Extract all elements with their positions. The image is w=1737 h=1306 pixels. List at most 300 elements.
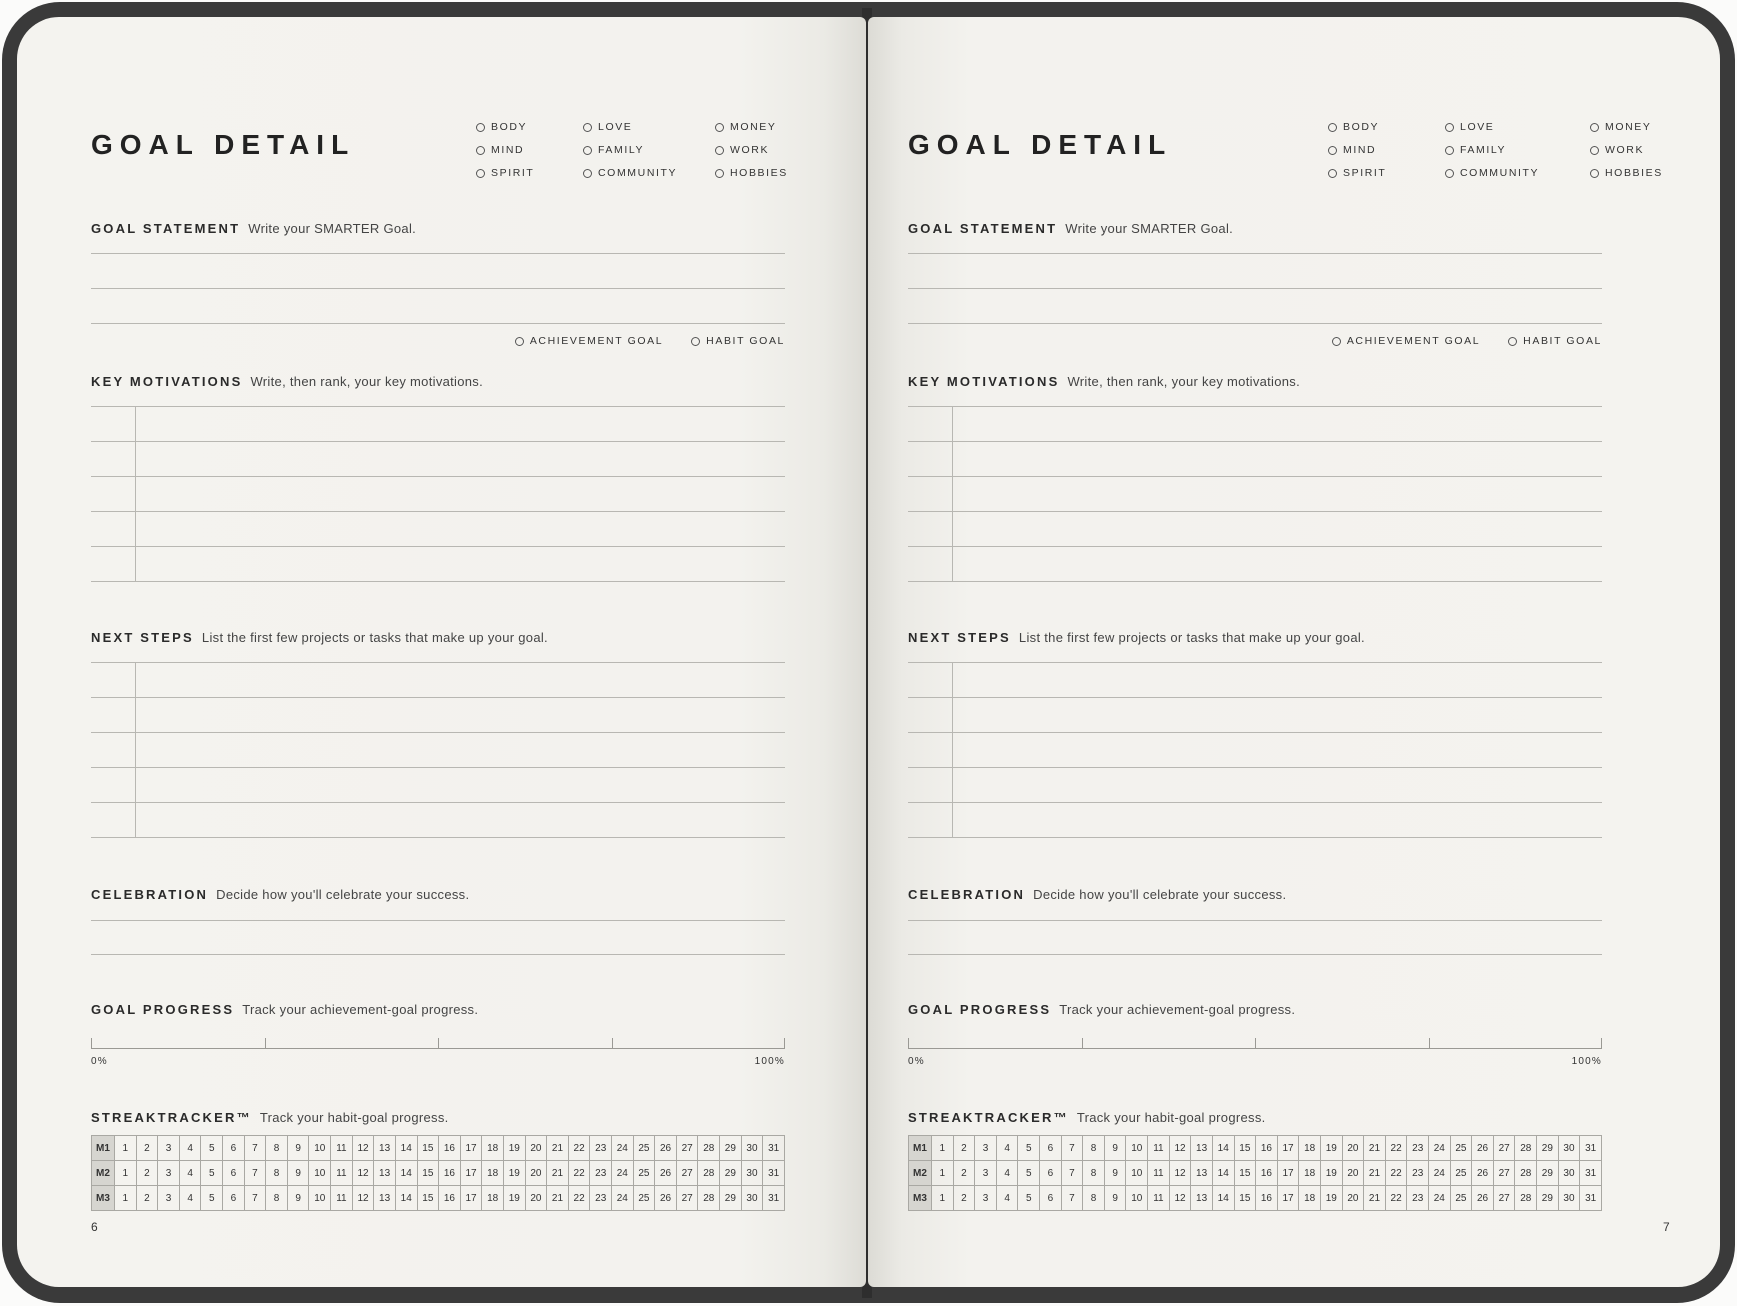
streak-day-cell[interactable]: 30: [741, 1161, 763, 1186]
streak-day-cell[interactable]: 24: [612, 1136, 634, 1161]
streak-day-cell[interactable]: 20: [525, 1161, 547, 1186]
streak-day-cell[interactable]: 3: [158, 1136, 180, 1161]
category-option-love[interactable]: [1445, 121, 1494, 133]
category-label: BODY: [1343, 121, 1380, 133]
streak-day-cell[interactable]: 20: [525, 1186, 547, 1211]
streak-day-cell[interactable]: 1: [115, 1161, 137, 1186]
streak-day-cell[interactable]: 19: [1320, 1186, 1342, 1211]
streak-day-cell[interactable]: 27: [676, 1136, 698, 1161]
streak-day-cell[interactable]: 5: [201, 1186, 223, 1211]
streak-day-cell[interactable]: 25: [633, 1161, 655, 1186]
streak-row-label: M1: [909, 1136, 932, 1161]
streak-day-cell[interactable]: 25: [1450, 1161, 1472, 1186]
goal-type-label: HABIT GOAL: [1523, 335, 1602, 347]
streak-day-cell[interactable]: 22: [1385, 1136, 1407, 1161]
goal-type-label: ACHIEVEMENT GOAL: [1346, 335, 1481, 347]
radio-icon[interactable]: [476, 169, 485, 178]
progress-tick: [91, 1038, 92, 1049]
streak-day-cell[interactable]: 19: [1320, 1161, 1342, 1186]
radio-icon[interactable]: [1332, 337, 1341, 346]
next-steps-title: NEXT STEPS: [91, 630, 194, 645]
streak-day-cell[interactable]: 22: [1385, 1186, 1407, 1211]
category-option-hobbies[interactable]: [1590, 167, 1663, 179]
motivation-line[interactable]: [91, 511, 785, 512]
streak-day-cell[interactable]: 13: [374, 1186, 396, 1211]
streak-day-cell[interactable]: 31: [763, 1186, 785, 1211]
motivation-line[interactable]: [91, 441, 785, 442]
next-step-line[interactable]: [91, 732, 785, 733]
streak-day-cell[interactable]: 15: [417, 1186, 439, 1211]
next-step-line[interactable]: [908, 662, 1602, 663]
streak-day-cell[interactable]: 4: [996, 1186, 1018, 1211]
streak-day-cell[interactable]: 22: [568, 1161, 590, 1186]
streak-day-cell[interactable]: 3: [975, 1136, 997, 1161]
streak-day-cell[interactable]: 28: [1515, 1161, 1537, 1186]
streak-day-cell[interactable]: 1: [932, 1136, 954, 1161]
streak-day-cell[interactable]: 10: [1126, 1161, 1148, 1186]
streak-day-cell[interactable]: 14: [1212, 1136, 1234, 1161]
celebration-heading: [908, 887, 1286, 902]
streak-day-cell[interactable]: 11: [331, 1161, 353, 1186]
streak-day-cell[interactable]: 13: [1191, 1136, 1213, 1161]
streak-day-cell[interactable]: 20: [1342, 1136, 1364, 1161]
streak-day-cell[interactable]: 7: [1061, 1186, 1083, 1211]
streak-day-cell[interactable]: 29: [1537, 1136, 1559, 1161]
radio-icon[interactable]: [476, 123, 485, 132]
radio-icon[interactable]: [715, 169, 724, 178]
radio-icon[interactable]: [1590, 169, 1599, 178]
streak-day-cell[interactable]: 14: [395, 1186, 417, 1211]
streak-day-cell[interactable]: 15: [1234, 1161, 1256, 1186]
streak-day-cell[interactable]: 17: [460, 1186, 482, 1211]
streak-day-cell[interactable]: 16: [439, 1186, 461, 1211]
category-option-money[interactable]: [715, 121, 777, 133]
progress-start-label: 0%: [908, 1056, 925, 1067]
category-label: MONEY: [730, 121, 777, 133]
streak-day-cell[interactable]: 4: [996, 1136, 1018, 1161]
streak-row: [92, 1161, 785, 1186]
streak-day-cell[interactable]: 26: [655, 1186, 677, 1211]
motivation-line[interactable]: [908, 441, 1602, 442]
streak-day-cell[interactable]: 3: [158, 1161, 180, 1186]
goal-statement-line[interactable]: [908, 253, 1602, 254]
streak-day-cell[interactable]: 15: [417, 1161, 439, 1186]
streak-day-cell[interactable]: 8: [266, 1186, 288, 1211]
streak-day-cell[interactable]: 30: [741, 1136, 763, 1161]
next-steps-title: NEXT STEPS: [908, 630, 1011, 645]
radio-icon[interactable]: [1328, 146, 1337, 155]
streak-day-cell[interactable]: 27: [1493, 1186, 1515, 1211]
category-option-family[interactable]: [583, 144, 644, 156]
streak-day-cell[interactable]: 5: [1018, 1186, 1040, 1211]
streak-day-cell[interactable]: 12: [352, 1161, 374, 1186]
streak-day-cell[interactable]: 16: [439, 1136, 461, 1161]
streak-day-cell[interactable]: 31: [1580, 1136, 1602, 1161]
motivation-line[interactable]: [91, 581, 785, 582]
goal-type-achievement[interactable]: [515, 335, 663, 347]
streak-day-cell[interactable]: 9: [1104, 1186, 1126, 1211]
radio-icon[interactable]: [515, 337, 524, 346]
streak-day-cell[interactable]: 14: [1212, 1161, 1234, 1186]
streak-day-cell[interactable]: 17: [1277, 1161, 1299, 1186]
streak-day-cell[interactable]: 5: [1018, 1161, 1040, 1186]
category-option-mind[interactable]: [476, 144, 524, 156]
streak-day-cell[interactable]: 29: [720, 1186, 742, 1211]
streak-day-cell[interactable]: 4: [996, 1161, 1018, 1186]
streak-day-cell[interactable]: 7: [1061, 1161, 1083, 1186]
streak-day-cell[interactable]: 22: [568, 1186, 590, 1211]
category-option-community[interactable]: [583, 167, 677, 179]
streak-day-cell[interactable]: 16: [1256, 1161, 1278, 1186]
streak-day-cell[interactable]: 30: [741, 1186, 763, 1211]
streak-day-cell[interactable]: 11: [331, 1186, 353, 1211]
streak-day-cell[interactable]: 20: [1342, 1161, 1364, 1186]
streak-day-cell[interactable]: 29: [720, 1161, 742, 1186]
streak-day-cell[interactable]: 29: [1537, 1186, 1559, 1211]
streak-day-cell[interactable]: 15: [1234, 1136, 1256, 1161]
streak-day-cell[interactable]: 10: [1126, 1186, 1148, 1211]
streak-day-cell[interactable]: 5: [1018, 1136, 1040, 1161]
streak-day-cell[interactable]: 21: [547, 1136, 569, 1161]
streak-day-cell[interactable]: 11: [1148, 1136, 1170, 1161]
streak-day-cell[interactable]: 11: [1148, 1186, 1170, 1211]
streak-day-cell[interactable]: 10: [309, 1161, 331, 1186]
next-step-line[interactable]: [908, 767, 1602, 768]
streak-day-cell[interactable]: 9: [1104, 1136, 1126, 1161]
streak-day-cell[interactable]: 7: [244, 1161, 266, 1186]
category-label: MIND: [491, 144, 525, 156]
streak-day-cell[interactable]: 31: [1580, 1186, 1602, 1211]
streak-day-cell[interactable]: 28: [698, 1136, 720, 1161]
streak-day-cell[interactable]: 1: [932, 1186, 954, 1211]
streak-day-cell[interactable]: 14: [1212, 1186, 1234, 1211]
streak-day-cell[interactable]: 26: [1472, 1136, 1494, 1161]
streak-day-cell[interactable]: 28: [1515, 1186, 1537, 1211]
category-option-community[interactable]: [1445, 167, 1539, 179]
streak-day-cell[interactable]: 8: [1083, 1186, 1105, 1211]
key-motivations-title: KEY MOTIVATIONS: [91, 374, 243, 389]
streak-day-cell[interactable]: 4: [179, 1161, 201, 1186]
streak-day-cell[interactable]: 23: [1407, 1186, 1429, 1211]
streak-day-cell[interactable]: 20: [525, 1136, 547, 1161]
streak-day-cell[interactable]: 18: [482, 1161, 504, 1186]
motivation-line[interactable]: [908, 511, 1602, 512]
streak-day-cell[interactable]: 24: [1429, 1186, 1451, 1211]
streak-day-cell[interactable]: 3: [975, 1161, 997, 1186]
goal-type-achievement[interactable]: [1332, 335, 1480, 347]
category-option-spirit[interactable]: [476, 167, 534, 179]
streak-day-cell[interactable]: 13: [374, 1136, 396, 1161]
streak-day-cell[interactable]: 10: [309, 1186, 331, 1211]
streak-day-cell[interactable]: 1: [115, 1136, 137, 1161]
goal-type-habit[interactable]: [691, 335, 785, 347]
streak-day-cell[interactable]: 8: [266, 1161, 288, 1186]
goal-statement-line[interactable]: [908, 323, 1602, 324]
streak-row: [92, 1186, 785, 1211]
motivation-line[interactable]: [91, 546, 785, 547]
next-step-line[interactable]: [91, 802, 785, 803]
radio-icon[interactable]: [1508, 337, 1517, 346]
streak-day-cell[interactable]: 22: [568, 1136, 590, 1161]
streak-day-cell[interactable]: 18: [1299, 1186, 1321, 1211]
streak-day-cell[interactable]: 6: [1040, 1161, 1062, 1186]
streak-day-cell[interactable]: 30: [1558, 1136, 1580, 1161]
streak-day-cell[interactable]: 18: [482, 1186, 504, 1211]
streak-day-cell[interactable]: 13: [1191, 1161, 1213, 1186]
streak-day-cell[interactable]: 2: [136, 1136, 158, 1161]
streak-day-cell[interactable]: 6: [223, 1186, 245, 1211]
streak-day-cell[interactable]: 10: [309, 1136, 331, 1161]
streak-day-cell[interactable]: 23: [590, 1186, 612, 1211]
streak-row-label: M1: [92, 1136, 115, 1161]
goal-type-label: HABIT GOAL: [706, 335, 785, 347]
radio-icon[interactable]: [1328, 169, 1337, 178]
streak-day-cell[interactable]: 13: [374, 1161, 396, 1186]
streak-day-cell[interactable]: 10: [1126, 1136, 1148, 1161]
next-step-line[interactable]: [91, 697, 785, 698]
radio-icon[interactable]: [1328, 123, 1337, 132]
streak-day-cell[interactable]: 17: [460, 1136, 482, 1161]
streak-day-cell[interactable]: 4: [179, 1186, 201, 1211]
streak-day-cell[interactable]: 20: [1342, 1186, 1364, 1211]
streak-day-cell[interactable]: 31: [763, 1136, 785, 1161]
goal-statement-line[interactable]: [908, 288, 1602, 289]
next-step-line[interactable]: [908, 697, 1602, 698]
streak-day-cell[interactable]: 9: [287, 1136, 309, 1161]
streak-row-label: M3: [909, 1186, 932, 1211]
celebration-line[interactable]: [908, 920, 1602, 921]
streak-day-cell[interactable]: 6: [1040, 1136, 1062, 1161]
motivation-line[interactable]: [91, 476, 785, 477]
goal-statement-line[interactable]: [91, 288, 785, 289]
category-option-body[interactable]: [476, 121, 527, 133]
next-step-line[interactable]: [91, 662, 785, 663]
streak-day-cell[interactable]: 24: [1429, 1136, 1451, 1161]
streak-day-cell[interactable]: 12: [1169, 1161, 1191, 1186]
category-option-body[interactable]: [1328, 121, 1379, 133]
category-option-family[interactable]: [1445, 144, 1506, 156]
category-option-mind[interactable]: [1328, 144, 1376, 156]
streak-day-cell[interactable]: 1: [932, 1161, 954, 1186]
streak-day-cell[interactable]: 25: [633, 1136, 655, 1161]
streak-day-cell[interactable]: 30: [1558, 1161, 1580, 1186]
streak-day-cell[interactable]: 22: [1385, 1161, 1407, 1186]
streak-day-cell[interactable]: 2: [953, 1136, 975, 1161]
streak-day-cell[interactable]: 2: [953, 1161, 975, 1186]
key-motivations-instructions: Write, then rank, your key motivations.: [250, 374, 484, 389]
category-label: SPIRIT: [491, 167, 535, 179]
streak-day-cell[interactable]: 5: [201, 1161, 223, 1186]
radio-icon[interactable]: [583, 123, 592, 132]
category-label: WORK: [1605, 144, 1645, 156]
streak-day-cell[interactable]: 31: [763, 1161, 785, 1186]
streak-day-cell[interactable]: 26: [1472, 1161, 1494, 1186]
radio-icon[interactable]: [476, 146, 485, 155]
streak-day-cell[interactable]: 8: [1083, 1136, 1105, 1161]
streak-day-cell[interactable]: 3: [975, 1186, 997, 1211]
streak-day-cell[interactable]: 23: [1407, 1161, 1429, 1186]
goal-progress-bar[interactable]: [908, 1038, 1602, 1050]
radio-icon[interactable]: [715, 146, 724, 155]
page-right: [868, 17, 1720, 1287]
streak-day-cell[interactable]: 6: [223, 1161, 245, 1186]
radio-icon[interactable]: [1590, 146, 1599, 155]
page-number: 7: [1663, 1220, 1670, 1234]
motivation-line[interactable]: [908, 546, 1602, 547]
celebration-line[interactable]: [91, 920, 785, 921]
streak-day-cell[interactable]: 26: [655, 1136, 677, 1161]
streak-day-cell[interactable]: 9: [287, 1186, 309, 1211]
streak-day-cell[interactable]: 14: [395, 1161, 417, 1186]
streak-row-label: M2: [92, 1161, 115, 1186]
streak-day-cell[interactable]: 19: [1320, 1136, 1342, 1161]
next-step-line[interactable]: [91, 837, 785, 838]
streak-day-cell[interactable]: 17: [460, 1161, 482, 1186]
next-step-line[interactable]: [908, 802, 1602, 803]
next-step-line[interactable]: [908, 837, 1602, 838]
radio-icon[interactable]: [583, 146, 592, 155]
radio-icon[interactable]: [1445, 123, 1454, 132]
streak-day-cell[interactable]: 18: [482, 1136, 504, 1161]
streak-day-cell[interactable]: 26: [655, 1161, 677, 1186]
goal-progress-title: GOAL PROGRESS: [908, 1002, 1052, 1017]
goal-progress-bar[interactable]: [91, 1038, 785, 1050]
streak-day-cell[interactable]: 14: [395, 1136, 417, 1161]
streak-day-cell[interactable]: 27: [676, 1186, 698, 1211]
radio-icon[interactable]: [1445, 169, 1454, 178]
streak-day-cell[interactable]: 25: [1450, 1136, 1472, 1161]
streak-day-cell[interactable]: 7: [244, 1136, 266, 1161]
goal-statement-line[interactable]: [91, 253, 785, 254]
streak-day-cell[interactable]: 25: [633, 1186, 655, 1211]
page-content: [908, 17, 1663, 1287]
streak-day-cell[interactable]: 17: [1277, 1136, 1299, 1161]
streak-day-cell[interactable]: 27: [1493, 1161, 1515, 1186]
category-label: WORK: [730, 144, 770, 156]
motivation-line[interactable]: [908, 476, 1602, 477]
streak-day-cell[interactable]: 11: [1148, 1161, 1170, 1186]
streak-day-cell[interactable]: 5: [201, 1136, 223, 1161]
streak-day-cell[interactable]: 6: [1040, 1186, 1062, 1211]
streak-day-cell[interactable]: 7: [1061, 1136, 1083, 1161]
category-option-money[interactable]: [1590, 121, 1652, 133]
streak-day-cell[interactable]: 27: [676, 1161, 698, 1186]
streak-day-cell[interactable]: 8: [1083, 1161, 1105, 1186]
streak-day-cell[interactable]: 21: [547, 1161, 569, 1186]
streak-day-cell[interactable]: 18: [1299, 1161, 1321, 1186]
streak-day-cell[interactable]: 16: [1256, 1136, 1278, 1161]
streak-day-cell[interactable]: 15: [1234, 1186, 1256, 1211]
streak-day-cell[interactable]: 23: [590, 1136, 612, 1161]
streak-day-cell[interactable]: 25: [1450, 1186, 1472, 1211]
next-step-line[interactable]: [91, 767, 785, 768]
streaktracker-title: STREAKTRACKER™: [908, 1110, 1069, 1125]
radio-icon[interactable]: [1445, 146, 1454, 155]
streak-day-cell[interactable]: 2: [136, 1161, 158, 1186]
radio-icon[interactable]: [1590, 123, 1599, 132]
streak-day-cell[interactable]: 21: [547, 1186, 569, 1211]
category-option-hobbies[interactable]: [715, 167, 788, 179]
streak-day-cell[interactable]: 21: [1364, 1186, 1386, 1211]
goal-statement-line[interactable]: [91, 323, 785, 324]
radio-icon[interactable]: [691, 337, 700, 346]
streak-day-cell[interactable]: 24: [612, 1161, 634, 1186]
streak-day-cell[interactable]: 24: [612, 1186, 634, 1211]
streak-day-cell[interactable]: 11: [331, 1136, 353, 1161]
streak-day-cell[interactable]: 21: [1364, 1136, 1386, 1161]
streak-day-cell[interactable]: 24: [1429, 1161, 1451, 1186]
streak-day-cell[interactable]: 28: [1515, 1136, 1537, 1161]
streak-day-cell[interactable]: 4: [179, 1136, 201, 1161]
celebration-line[interactable]: [908, 954, 1602, 955]
category-option-love[interactable]: [583, 121, 632, 133]
streak-day-cell[interactable]: 28: [698, 1161, 720, 1186]
radio-icon[interactable]: [583, 169, 592, 178]
streak-day-cell[interactable]: 28: [698, 1186, 720, 1211]
motivation-line[interactable]: [908, 406, 1602, 407]
celebration-instructions: Decide how you'll celebrate your success.: [1033, 887, 1287, 902]
streak-day-cell[interactable]: 12: [352, 1186, 374, 1211]
streak-day-cell[interactable]: 13: [1191, 1186, 1213, 1211]
streak-day-cell[interactable]: 30: [1558, 1186, 1580, 1211]
streak-day-cell[interactable]: 7: [244, 1186, 266, 1211]
goal-type-habit[interactable]: [1508, 335, 1602, 347]
life-category-options: [1328, 121, 1663, 181]
motivation-line[interactable]: [908, 581, 1602, 582]
celebration-line[interactable]: [91, 954, 785, 955]
category-option-work[interactable]: [1590, 144, 1644, 156]
motivation-line[interactable]: [91, 406, 785, 407]
streak-day-cell[interactable]: 23: [590, 1161, 612, 1186]
streak-day-cell[interactable]: 12: [352, 1136, 374, 1161]
streak-day-cell[interactable]: 9: [287, 1161, 309, 1186]
streak-day-cell[interactable]: 12: [1169, 1186, 1191, 1211]
streak-day-cell[interactable]: 27: [1493, 1136, 1515, 1161]
streak-day-cell[interactable]: 15: [417, 1136, 439, 1161]
streak-day-cell[interactable]: 17: [1277, 1186, 1299, 1211]
streak-day-cell[interactable]: 23: [1407, 1136, 1429, 1161]
streak-day-cell[interactable]: 16: [1256, 1186, 1278, 1211]
streak-day-cell[interactable]: 19: [503, 1161, 525, 1186]
streaktracker-title: STREAKTRACKER™: [91, 1110, 252, 1125]
streak-day-cell[interactable]: 16: [439, 1161, 461, 1186]
category-option-spirit[interactable]: [1328, 167, 1386, 179]
next-step-line[interactable]: [908, 732, 1602, 733]
streak-day-cell[interactable]: 29: [1537, 1161, 1559, 1186]
streak-day-cell[interactable]: 3: [158, 1186, 180, 1211]
streak-day-cell[interactable]: 9: [1104, 1161, 1126, 1186]
streak-day-cell[interactable]: 29: [720, 1136, 742, 1161]
streak-day-cell[interactable]: 1: [115, 1186, 137, 1211]
streak-day-cell[interactable]: 6: [223, 1136, 245, 1161]
streak-day-cell[interactable]: 19: [503, 1186, 525, 1211]
streak-day-cell[interactable]: 18: [1299, 1136, 1321, 1161]
streak-day-cell[interactable]: 31: [1580, 1161, 1602, 1186]
progress-tick: [1255, 1038, 1256, 1049]
goal-type-label: ACHIEVEMENT GOAL: [529, 335, 664, 347]
key-motivations-heading: [91, 374, 483, 389]
radio-icon[interactable]: [715, 123, 724, 132]
streak-day-cell[interactable]: 12: [1169, 1136, 1191, 1161]
streak-day-cell[interactable]: 2: [136, 1186, 158, 1211]
category-option-work[interactable]: [715, 144, 769, 156]
streak-day-cell[interactable]: 19: [503, 1136, 525, 1161]
streak-day-cell[interactable]: 26: [1472, 1186, 1494, 1211]
streak-day-cell[interactable]: 21: [1364, 1161, 1386, 1186]
streak-day-cell[interactable]: 8: [266, 1136, 288, 1161]
streak-day-cell[interactable]: 2: [953, 1186, 975, 1211]
progress-tick: [1601, 1038, 1602, 1049]
